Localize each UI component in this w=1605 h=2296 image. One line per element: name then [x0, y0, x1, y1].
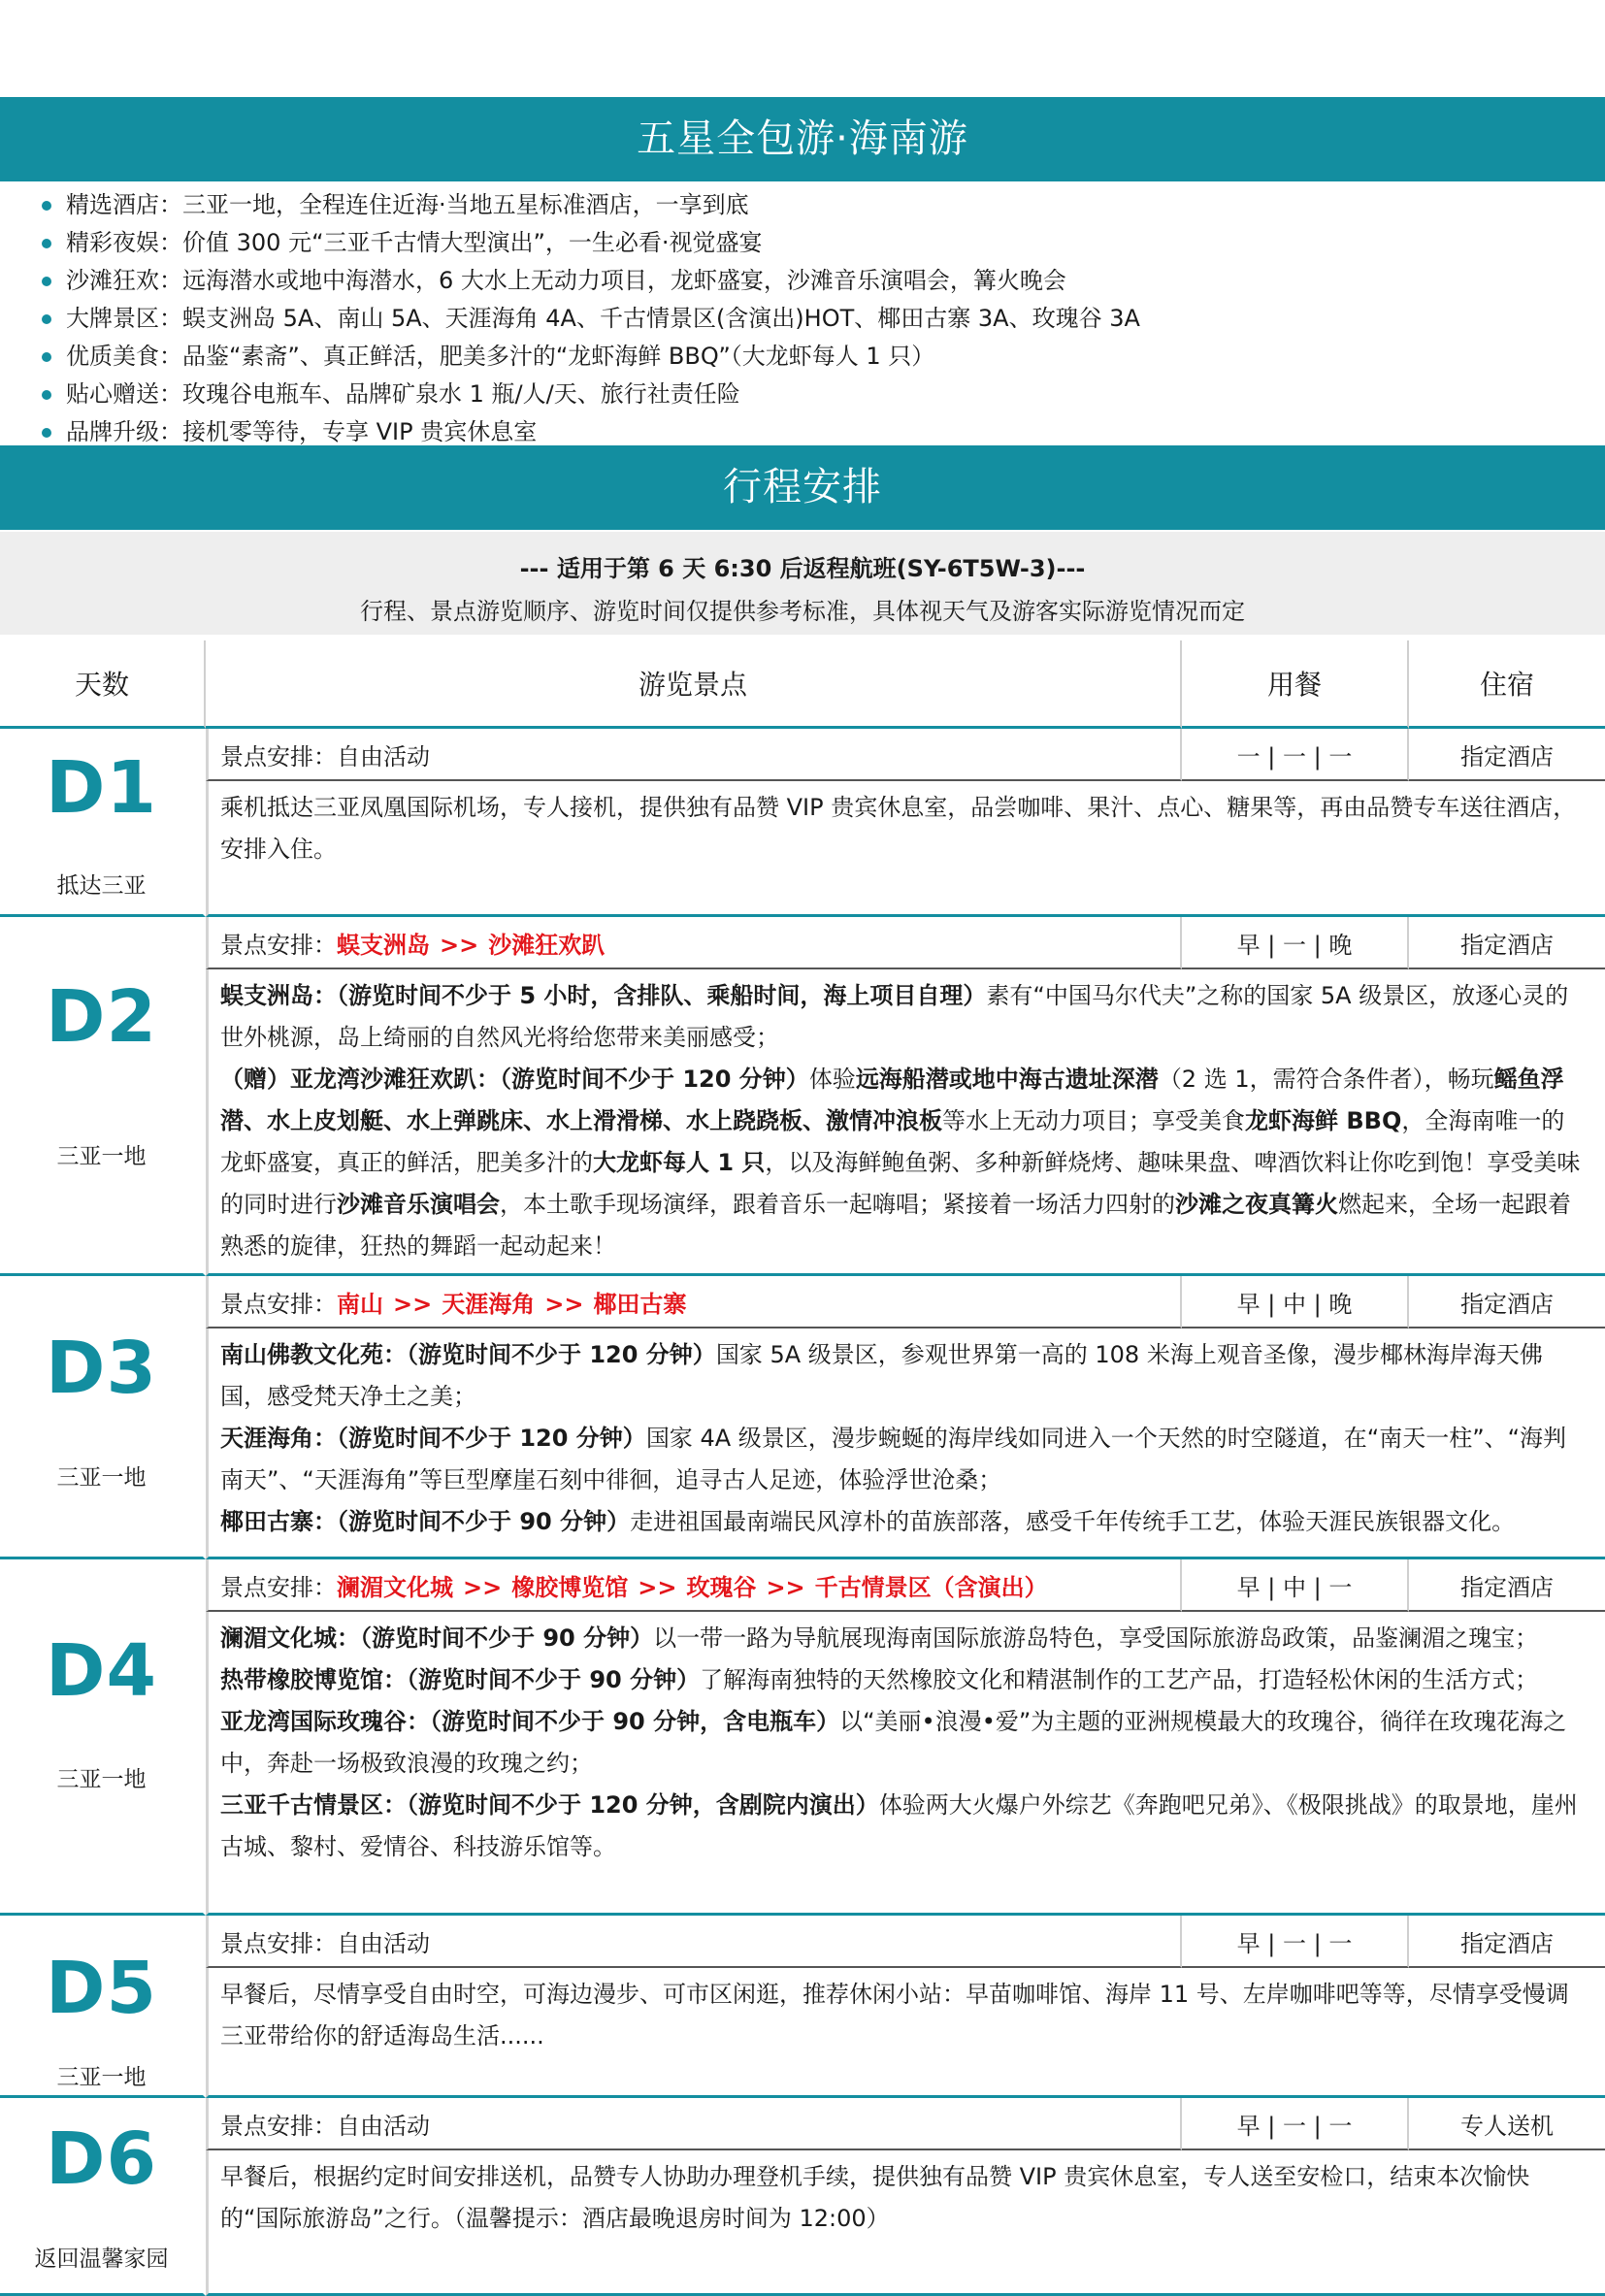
description-paragraph	[220, 1659, 1588, 1701]
highlight-key: 大牌景区：	[66, 305, 182, 332]
highlight-item	[37, 338, 1140, 376]
description-text: 走进祖国最南端民风淳朴的苗族部落，感受千年传统手工艺，体验天涯民族银器文化。	[630, 1508, 1516, 1535]
day-cell	[0, 729, 206, 917]
description-paragraph	[220, 1334, 1588, 1418]
arrangement-cell	[206, 1559, 1182, 1612]
description-text: 了解海南独特的天然橡胶文化和精湛制作的工艺产品，打造轻松休闲的生活方式；	[700, 1666, 1539, 1693]
arrangement-cell	[206, 1916, 1182, 1968]
meals-cell: 早 | 中 | 晚	[1182, 1276, 1409, 1328]
meals-cell: 早 | 一 | 一	[1182, 1916, 1409, 1968]
day-cell	[0, 1276, 206, 1559]
arrow-separator: >>	[463, 1573, 503, 1601]
description-paragraph	[220, 787, 1588, 870]
description-paragraph	[220, 2156, 1588, 2240]
day-cell	[0, 917, 206, 1276]
day-cell	[0, 1559, 206, 1916]
day-desc-row	[0, 969, 1605, 1276]
meals-cell: 早 | 中 | 一	[1182, 1559, 1409, 1612]
header-meals: 用餐	[1182, 640, 1409, 729]
day-cell	[0, 2098, 206, 2296]
arrow-separator: >>	[544, 1290, 584, 1318]
day-desc-row	[0, 781, 1605, 917]
spot-name: 沙滩狂欢趴	[488, 931, 606, 959]
highlight-item	[37, 262, 1140, 300]
arrangement-cell	[206, 2098, 1182, 2150]
description-paragraph	[220, 1618, 1588, 1659]
description-paragraph	[220, 1501, 1588, 1543]
page-title: 五星全包游·海南游	[0, 97, 1605, 181]
bullet-icon	[42, 201, 51, 211]
day-number: D2	[46, 975, 157, 1059]
day-subtitle: 三亚一地	[56, 2065, 147, 2090]
bold-text: 天涯海角：（游览时间不少于 120 分钟）	[220, 1425, 646, 1452]
meals-cell: 早 | 一 | 晚	[1182, 917, 1409, 969]
description-paragraph	[220, 1785, 1588, 1868]
highlight-key: 优质美食：	[66, 343, 182, 370]
description-text: ，以及海鲜鲍鱼粥、多种新鲜烧烤、趣味果盘、啤酒饮料让你吃到饱！享受美味的同时进行	[220, 1149, 1581, 1218]
arrow-separator: >>	[440, 931, 479, 959]
spot-name: 自由活动	[337, 2112, 430, 2140]
bold-text: 远海船潜或地中海古遗址深潜	[855, 1066, 1159, 1093]
arrow-separator: >>	[393, 1290, 433, 1318]
spot-name: 天涯海角	[442, 1290, 536, 1318]
bold-text: 沙滩之夜真篝火	[1175, 1191, 1338, 1218]
day-row-d4	[0, 1559, 1605, 1612]
arrangement-label: 景点安排：	[220, 1573, 337, 1601]
highlight-key: 品牌升级：	[66, 418, 182, 445]
day-row-d5	[0, 1916, 1605, 1968]
itinerary-table	[0, 640, 1605, 2296]
description-text: 国家 5A 级景区，参观世界第一高的 108 米海上观音圣像，漫步椰林海岸海天佛国，感受梵天净土之美；	[220, 1341, 1543, 1410]
highlight-text: 蜈支洲岛 5A、南山 5A、天涯海角 4A、千古情景区(含演出)HOT、椰田古寨 3A、玫瑰谷 3A	[182, 305, 1140, 332]
header-stay: 住宿	[1409, 640, 1605, 729]
bullet-icon	[42, 390, 51, 400]
bullet-icon	[42, 314, 51, 324]
arrangement-label: 景点安排：	[220, 742, 337, 771]
spot-name: 蜈支洲岛	[337, 931, 430, 959]
highlight-item	[37, 376, 1140, 413]
bold-text: 龙虾海鲜 BBQ	[1245, 1107, 1402, 1134]
description-paragraph	[220, 1059, 1588, 1267]
description-text: 乘机抵达三亚凤凰国际机场，专人接机，提供独有品赞 VIP 贵宾休息室，品尝咖啡、果汁、点心、糖果等，再由品赞专车送往酒店，安排入住。	[220, 794, 1577, 863]
day-subtitle: 返回温馨家园	[34, 2247, 169, 2272]
day-number: D4	[46, 1629, 157, 1713]
flight-note: --- 适用于第 6 天 6:30 后返程航班(SY-6T5W-3)---	[519, 555, 1086, 582]
day-desc-row	[0, 1328, 1605, 1559]
day-row-d1	[0, 729, 1605, 781]
spot-name: 椰田古寨	[593, 1290, 687, 1318]
description-paragraph	[220, 1974, 1588, 2057]
itinerary-heading: 行程安排	[0, 445, 1605, 530]
stay-cell: 专人送机	[1409, 2098, 1605, 2150]
description-paragraph	[220, 975, 1588, 1059]
bold-text: 南山佛教文化苑：（游览时间不少于 120 分钟）	[220, 1341, 716, 1368]
description-text: 早餐后，尽情享受自由时空，可海边漫步、可市区闲逛，推荐休闲小站：早苗咖啡馆、海岸 11 号、左岸咖啡吧等等，尽情享受慢调三亚带给你的舒适海岛生活......	[220, 1981, 1569, 2050]
stay-cell: 指定酒店	[1409, 1276, 1605, 1328]
day-description	[206, 1612, 1605, 1916]
bullet-icon	[42, 352, 51, 362]
description-text: 体验两大火爆户外综艺《奔跑吧兄弟》、《极限挑战》的取景地，崖州古城、黎村、爱情谷、科技游乐馆等。	[220, 1791, 1578, 1860]
description-paragraph	[220, 1701, 1588, 1785]
bullet-icon	[42, 277, 51, 286]
stay-cell: 指定酒店	[1409, 729, 1605, 781]
description-text: 以一带一路为导航展现海南国际旅游岛特色，享受国际旅游岛政策，品鉴澜湄之瑰宝；	[653, 1624, 1539, 1652]
day-number: D1	[46, 746, 157, 830]
highlight-key: 精彩夜娱：	[66, 229, 182, 256]
stay-cell: 指定酒店	[1409, 917, 1605, 969]
bold-text: 大龙虾每人 1 只	[593, 1149, 766, 1176]
highlight-key: 精选酒店：	[66, 191, 182, 218]
day-description	[206, 969, 1605, 1276]
bold-text: 亚龙湾国际玫瑰谷：（游览时间不少于 90 分钟，含电瓶车）	[220, 1708, 840, 1735]
spot-name: 南山	[337, 1290, 383, 1318]
day-row-d6	[0, 2098, 1605, 2150]
header-day: 天数	[0, 640, 206, 729]
spot-name: 自由活动	[337, 1929, 430, 1957]
meals-cell: 早 | 一 | 一	[1182, 2098, 1409, 2150]
day-subtitle: 三亚一地	[56, 1465, 147, 1491]
arrangement-cell	[206, 729, 1182, 781]
itinerary-notes	[0, 532, 1605, 635]
arrangement-cell	[206, 917, 1182, 969]
highlight-text: 接机零等待，专享 VIP 贵宾休息室	[182, 418, 538, 445]
bold-text: 热带橡胶博览馆：（游览时间不少于 90 分钟）	[220, 1666, 701, 1693]
spot-name: 千古情景区（含演出）	[814, 1573, 1048, 1601]
bold-text: 鳐鱼浮潜、水上皮划艇、水上弹跳床、水上滑滑梯、水上跷跷板、激情冲浪板	[220, 1066, 1564, 1134]
day-cell	[0, 1916, 206, 2098]
arrangement-label: 景点安排：	[220, 1929, 337, 1957]
highlight-text: 远海潜水或地中海潜水，6 大水上无动力项目，龙虾盛宴，沙滩音乐演唱会，篝火晚会	[182, 267, 1066, 294]
day-row-d2	[0, 917, 1605, 969]
highlight-text: 玫瑰谷电瓶车、品牌矿泉水 1 瓶/人/天、旅行社责任险	[182, 380, 740, 408]
arrangement-label: 景点安排：	[220, 931, 337, 959]
itinerary-body	[0, 729, 1605, 2296]
table-header-row	[0, 640, 1605, 729]
stay-cell: 指定酒店	[1409, 1559, 1605, 1612]
bold-text: 沙滩音乐演唱会	[337, 1191, 500, 1218]
highlights-list	[37, 186, 1140, 451]
description-text: 等水上无动力项目；享受美食	[942, 1107, 1245, 1134]
day-number: D5	[46, 1947, 157, 2030]
highlight-item	[37, 224, 1140, 262]
spot-name: 澜湄文化城	[337, 1573, 453, 1601]
spot-name: 橡胶博览馆	[511, 1573, 629, 1601]
bullet-icon	[42, 239, 51, 248]
highlight-item	[37, 300, 1140, 338]
highlight-text: 价值 300 元“三亚千古情大型演出”，一生必看·视觉盛宴	[182, 229, 763, 256]
day-desc-row	[0, 1612, 1605, 1916]
day-description	[206, 1328, 1605, 1559]
highlight-key: 沙滩狂欢：	[66, 267, 182, 294]
general-note: 行程、景点游览顺序、游览时间仅提供参考标准，具体视天气及游客实际游览情况而定	[360, 598, 1245, 625]
day-row-d3	[0, 1276, 1605, 1328]
description-text: 以“美丽•浪漫•爱”为主题的亚洲规模最大的玫瑰谷，徜徉在玫瑰花海之中，奔赴一场极致浪漫的玫瑰之约；	[220, 1708, 1567, 1777]
description-text: （2 选 1，需符合条件者），畅玩	[1158, 1066, 1494, 1093]
bold-text: （赠）亚龙湾沙滩狂欢趴：（游览时间不少于 120 分钟）	[220, 1066, 809, 1093]
bold-text: 蜈支洲岛：（游览时间不少于 5 小时，含排队、乘船时间，海上项目自理）	[220, 982, 987, 1009]
meals-cell: 一 | 一 | 一	[1182, 729, 1409, 781]
day-desc-row	[0, 2150, 1605, 2296]
description-text: 体验	[808, 1066, 856, 1093]
bold-text: 三亚千古情景区：（游览时间不少于 120 分钟，含剧院内演出）	[220, 1791, 879, 1819]
description-text: 燃起来，全场一起跟着熟悉的旋律，狂热的舞蹈一起动起来！	[220, 1191, 1571, 1260]
arrangement-label: 景点安排：	[220, 1290, 337, 1318]
bold-text: 澜湄文化城：（游览时间不少于 90 分钟）	[220, 1624, 654, 1652]
highlight-text: 三亚一地，全程连住近海·当地五星标准酒店，一享到底	[182, 191, 749, 218]
day-desc-row	[0, 1968, 1605, 2098]
stay-cell: 指定酒店	[1409, 1916, 1605, 1968]
day-description	[206, 2150, 1605, 2296]
day-description	[206, 781, 1605, 917]
day-description	[206, 1968, 1605, 2098]
description-text: ，全海南唯一的龙虾盛宴，真正的鲜活，肥美多汁的	[220, 1107, 1565, 1176]
spot-name: 自由活动	[337, 742, 430, 771]
description-text: ，本土歌手现场演绎，跟着音乐一起嗨唱；紧接着一场活力四射的	[500, 1191, 1175, 1218]
bold-text: 椰田古寨：（游览时间不少于 90 分钟）	[220, 1508, 631, 1535]
day-number: D6	[46, 2117, 157, 2201]
description-text: 素有“中国马尔代夫”之称的国家 5A 级景区，放逐心灵的世外桃源，岛上绮丽的自然风光将给您带来美丽感受；	[220, 982, 1569, 1051]
bullet-icon	[42, 428, 51, 438]
highlight-text: 品鉴“素斋”、真正鲜活，肥美多汁的“龙虾海鲜 BBQ”（大龙虾每人 1 只）	[182, 343, 935, 370]
day-subtitle: 三亚一地	[56, 1144, 147, 1169]
description-paragraph	[220, 1418, 1588, 1501]
arrangement-cell	[206, 1276, 1182, 1328]
arrangement-label: 景点安排：	[220, 2112, 337, 2140]
day-subtitle: 抵达三亚	[56, 873, 147, 899]
description-text: 早餐后，根据约定时间安排送机，品赞专人协助办理登机手续，提供独有品赞 VIP 贵宾休息室，专人送至安检口，结束本次愉快的“国际旅游岛”之行。（温馨提示：酒店最晚退房时间为 12:00）	[220, 2163, 1530, 2232]
day-subtitle: 三亚一地	[56, 1767, 147, 1792]
highlight-key: 贴心赠送：	[66, 380, 182, 408]
arrow-separator: >>	[766, 1573, 805, 1601]
header-sights: 游览景点	[206, 640, 1182, 729]
description-text: 国家 4A 级景区，漫步蜿蜒的海岸线如同进入一个天然的时空隧道，在“南天一柱”、“海判南天”、“天涯海角”等巨型摩崖石刻中徘徊，追寻古人足迹，体验浮世沧桑；	[220, 1425, 1567, 1493]
spot-name: 玫瑰谷	[686, 1573, 757, 1601]
day-number: D3	[46, 1327, 157, 1410]
highlight-item	[37, 186, 1140, 224]
arrow-separator: >>	[638, 1573, 677, 1601]
